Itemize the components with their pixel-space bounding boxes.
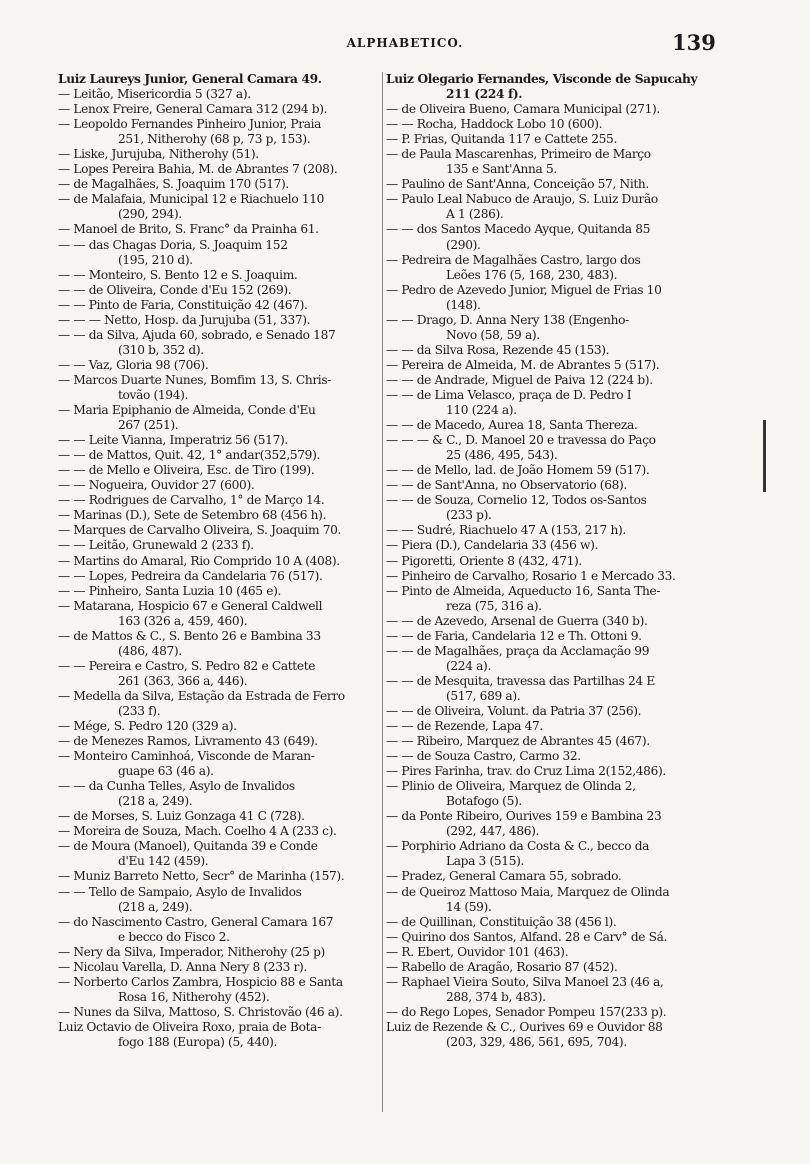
directory-entry [386, 674, 738, 704]
entry-continuation-line: (517, 689 a). [446, 688, 521, 703]
entry-line: — Raphael Vieira Souto, Silva Manoel 23 (46 a, [386, 974, 664, 989]
entry-line: — Lenox Freire, General Camara 312 (294 b). [58, 102, 328, 117]
entry-line: Luiz de Rezende & C., Ourives 69 e Ouvidor 88 [386, 1019, 663, 1034]
directory-entry [58, 298, 390, 313]
entry-line: — — de Macedo, Aurea 18, Santa Thereza. [386, 418, 638, 433]
directory-entry [58, 809, 390, 824]
column-divider [382, 72, 383, 1112]
entry-continuation-line: e becco do Fisco 2. [118, 929, 230, 944]
entry-line: — Lopes Pereira Bahia, M. de Abrantes 7 (208). [58, 162, 338, 177]
directory-entry [58, 102, 390, 117]
directory-entry [386, 779, 738, 809]
directory-entry [386, 538, 738, 553]
entry-line: Luiz Octavio de Oliveira Roxo, praia de Bota- [58, 1019, 321, 1034]
directory-entry [58, 975, 390, 1005]
directory-entry [58, 749, 390, 779]
entry-line: — — de Lima Velasco, praça de D. Pedro I [386, 387, 632, 402]
entry-line: — Liske, Jurujuba, Nitherohy (51). [58, 147, 259, 162]
directory-entry [58, 734, 390, 749]
directory-entry [386, 313, 738, 343]
directory-entry [386, 839, 738, 869]
directory-entry [386, 1005, 738, 1020]
entry-line: Luiz Laureys Junior, General Camara 49. [58, 72, 322, 86]
entry-line: — — Sudré, Riachuelo 47 A (153, 217 h). [386, 523, 626, 538]
entry-line: — P. Frias, Quitanda 117 e Cattete 255. [386, 132, 617, 147]
entry-continuation-line: Rosa 16, Nitherohy (452). [118, 989, 270, 1004]
entry-line: — Marinas (D.), Sete de Setembro 68 (456 h). [58, 508, 327, 523]
entry-line: — Pedreira de Magalhães Castro, largo dos [386, 252, 641, 267]
directory-entry [58, 87, 390, 102]
entry-continuation-line: 288, 374 b, 483). [446, 989, 546, 1004]
entry-line: — Manoel de Brito, S. Franc° da Prainha 61. [58, 222, 319, 237]
entry-line: — — Pinto de Faria, Constituição 42 (467). [58, 297, 308, 312]
directory-entry [58, 373, 390, 403]
entry-line: — Pereira de Almeida, M. de Abrantes 5 (517). [386, 357, 660, 372]
entry-continuation-line: 163 (326 a, 459, 460). [118, 613, 248, 628]
entry-continuation-line: 14 (59). [446, 899, 492, 914]
directory-entry [58, 433, 390, 448]
entry-line: — — Ribeiro, Marquez de Abrantes 45 (467). [386, 734, 650, 749]
directory-entry [58, 493, 390, 508]
entry-line: — — Rocha, Haddock Lobo 10 (600). [386, 117, 603, 132]
directory-entry [58, 869, 390, 884]
entry-line: — Pedro de Azevedo Junior, Miguel de Frias 10 [386, 282, 662, 297]
entry-line: — Monteiro Caminhoá, Visconde de Maran- [58, 749, 315, 764]
directory-entry [58, 885, 390, 915]
directory-entry [386, 749, 738, 764]
entry-line: — Pinheiro de Carvalho, Rosario 1 e Mercado 33. [386, 568, 676, 583]
directory-entry [58, 478, 390, 493]
running-title: ALPHABETICO. [346, 36, 464, 50]
directory-entry [386, 809, 738, 839]
entry-line: — — de Mello, lad. de João Homem 59 (517). [386, 463, 650, 478]
directory-entry [58, 72, 390, 87]
entry-line: — Maria Epiphanio de Almeida, Conde d'Eu [58, 403, 316, 418]
directory-entry [58, 192, 390, 222]
entry-line: — Piera (D.), Candelaria 33 (456 w). [386, 538, 599, 553]
entry-line: — — Rodrigues de Carvalho, 1° de Março 14. [58, 493, 325, 508]
entry-line: — do Rego Lopes, Senador Pompeu 157(233 p). [386, 1004, 667, 1019]
directory-entry [58, 238, 390, 268]
directory-entry [386, 147, 738, 177]
entry-line: — R. Ebert, Ouvidor 101 (463). [386, 944, 569, 959]
directory-entry [58, 508, 390, 523]
directory-entry [58, 945, 390, 960]
left-column [58, 72, 390, 1050]
directory-entry [58, 162, 390, 177]
directory-entry [386, 478, 738, 493]
directory-entry [386, 945, 738, 960]
directory-entry [386, 584, 738, 614]
directory-entry [386, 764, 738, 779]
entry-line: — Marques de Carvalho Oliveira, S. Joaquim 70. [58, 523, 342, 538]
entry-line: — Mége, S. Pedro 120 (329 a). [58, 719, 237, 734]
entry-line: — Porphirio Adriano da Costa & C., becco da [386, 839, 650, 854]
entry-line: — Moreira de Souza, Mach. Coelho 4 A (233 c). [58, 824, 337, 839]
entry-line: — de Queiroz Mattoso Maia, Marquez de Olinda [386, 884, 670, 899]
directory-entry [386, 132, 738, 147]
entry-continuation-line: (290). [446, 237, 481, 252]
directory-entry [386, 915, 738, 930]
entry-line: — — Pinheiro, Santa Luzia 10 (465 e). [58, 583, 282, 598]
directory-entry [58, 403, 390, 433]
directory-entry [386, 614, 738, 629]
entry-line: — — das Chagas Doria, S. Joaquim 152 [58, 237, 288, 252]
directory-entry [58, 147, 390, 162]
entry-continuation-line: tovão (194). [118, 387, 189, 402]
directory-entry [386, 719, 738, 734]
entry-line: — — de Magalhães, praça da Acclamação 99 [386, 643, 650, 658]
entry-line: — de Oliveira Bueno, Camara Municipal (271). [386, 102, 660, 117]
entry-line: — Medella da Silva, Estação da Estrada de Ferro [58, 688, 345, 703]
directory-entry [386, 734, 738, 749]
entry-line: — — da Silva, Ajuda 60, sobrado, e Senado 187 [58, 327, 336, 342]
entry-line: — do Nascimento Castro, General Camara 167 [58, 914, 334, 929]
entry-line: — de Mattos & C., S. Bento 26 e Bambina 33 [58, 628, 321, 643]
entry-continuation-line: reza (75, 316 a). [446, 598, 542, 613]
entry-line: — Pinto de Almeida, Aqueducto 16, Santa The- [386, 583, 661, 598]
directory-entry [58, 1005, 390, 1020]
entry-line: — Leopoldo Fernandes Pinheiro Junior, Praia [58, 117, 322, 132]
entry-continuation-line: 267 (251). [118, 418, 179, 433]
entry-continuation-line: (148). [446, 297, 481, 312]
directory-entry [386, 343, 738, 358]
entry-line: — — de Souza Castro, Carmo 32. [386, 749, 581, 764]
directory-entry [58, 569, 390, 584]
directory-entry [386, 975, 738, 1005]
entry-continuation-line: d'Eu 142 (459). [118, 854, 209, 869]
entry-line: — — de Oliveira, Conde d'Eu 152 (269). [58, 282, 292, 297]
directory-entry [386, 629, 738, 644]
entry-line: — — dos Santos Macedo Ayque, Quitanda 85 [386, 222, 651, 237]
directory-entry [58, 629, 390, 659]
entry-line: — Pires Farinha, trav. do Cruz Lima 2(152,486). [386, 764, 666, 779]
entry-line: — Paulo Leal Nabuco de Araujo, S. Luiz Durão [386, 192, 658, 207]
directory-entry [386, 72, 738, 102]
directory-entry [58, 117, 390, 147]
directory-entry [58, 268, 390, 283]
page-number: 139 [672, 30, 716, 55]
entry-line: — — Drago, D. Anna Nery 138 (Engenho- [386, 312, 629, 327]
directory-entry [386, 222, 738, 252]
entry-continuation-line: (218 a, 249). [118, 899, 193, 914]
page-header [0, 30, 810, 60]
directory-entry [58, 523, 390, 538]
entry-line: — de Magalhães, S. Joaquim 170 (517). [58, 177, 289, 192]
entry-continuation-line: Lapa 3 (515). [446, 854, 525, 869]
directory-entry [58, 824, 390, 839]
directory-entry [386, 433, 738, 463]
entry-line: — — Lopes, Pedreira da Candelaria 76 (517). [58, 568, 323, 583]
entry-line: — Pradez, General Camara 55, sobrado. [386, 869, 622, 884]
directory-entry [386, 493, 738, 523]
entry-continuation-line: (218 a, 249). [118, 794, 193, 809]
entry-line: — Nery da Silva, Imperador, Nitherohy (25 p) [58, 944, 325, 959]
entry-line: — Quirino dos Santos, Alfand. 28 e Carv° de Sá. [386, 929, 668, 944]
entry-line: — de Quillinan, Constituição 38 (456 l). [386, 914, 617, 929]
directory-entry [58, 328, 390, 358]
directory-entry [58, 584, 390, 599]
entry-line: — — de Andrade, Miguel de Paiva 12 (224 b). [386, 372, 653, 387]
entry-line: — — de Oliveira, Volunt. da Patria 37 (256). [386, 703, 642, 718]
directory-entry [58, 599, 390, 629]
entry-continuation-line: (203, 329, 486, 561, 695, 704). [446, 1035, 627, 1049]
entry-continuation-line: (292, 447, 486). [446, 824, 540, 839]
entry-continuation-line: (310 b, 352 d). [118, 342, 204, 357]
entry-continuation-line: 261 (363, 366 a, 446). [118, 673, 248, 688]
entry-line: — — — Netto, Hosp. da Jurujuba (51, 337). [58, 312, 311, 327]
entry-continuation-line: 211 (224 f). [446, 87, 523, 102]
entry-continuation-line: fogo 188 (Europa) (5, 440). [118, 1035, 278, 1049]
directory-entry [386, 1020, 738, 1050]
entry-continuation-line: guape 63 (46 a). [118, 764, 214, 779]
entry-line: — de Paula Mascarenhas, Primeiro de Março [386, 147, 651, 162]
directory-entry [386, 388, 738, 418]
directory-entry [58, 448, 390, 463]
entry-continuation-line: (486, 487). [118, 643, 182, 658]
entry-line: — — de Souza, Cornelio 12, Todos os-Santos [386, 493, 647, 508]
directory-entry [386, 869, 738, 884]
entry-continuation-line: (290, 294). [118, 207, 182, 222]
entry-line: — Paulino de Sant'Anna, Conceição 57, Nith. [386, 177, 649, 192]
directory-entry [58, 463, 390, 478]
entry-line: — de Malafaia, Municipal 12 e Riachuelo 110 [58, 192, 325, 207]
directory-entry [386, 930, 738, 945]
directory-entry [386, 253, 738, 283]
entry-line: — — Tello de Sampaio, Asylo de Invalidos [58, 884, 302, 899]
entry-line: — — Leitão, Grunewald 2 (233 f). [58, 538, 254, 553]
directory-entry [386, 177, 738, 192]
directory-entry [58, 659, 390, 689]
entry-line: — Plinio de Oliveira, Marquez de Olinda 2, [386, 779, 636, 794]
entry-line: — Norberto Carlos Zambra, Hospicio 88 e Santa [58, 974, 343, 989]
entry-line: — — Pereira e Castro, S. Pedro 82 e Cattete [58, 658, 316, 673]
entry-line: — Martins do Amaral, Rio Comprido 10 A (408). [58, 553, 340, 568]
entry-continuation-line: (233 p). [446, 508, 492, 523]
directory-entry [58, 689, 390, 719]
entry-continuation-line: (233 f). [118, 703, 161, 718]
entry-continuation-line: (224 a). [446, 658, 491, 673]
entry-continuation-line: 135 e Sant'Anna 5. [446, 162, 557, 177]
directory-entry [386, 358, 738, 373]
directory-entry [58, 719, 390, 734]
entry-line: Luiz Olegario Fernandes, Visconde de Sapucahy [386, 72, 698, 86]
directory-entry [386, 885, 738, 915]
entry-continuation-line: Novo (58, 59 a). [446, 327, 540, 342]
entry-line: — Rabello de Aragão, Rosario 87 (452). [386, 959, 618, 974]
entry-line: — da Ponte Ribeiro, Ourives 159 e Bambina 23 [386, 809, 662, 824]
entry-line: — — Vaz, Gloria 98 (706). [58, 357, 209, 372]
entry-line: — Leitão, Misericordia 5 (327 a). [58, 87, 251, 102]
directory-entry [386, 569, 738, 584]
entry-line: — de Moura (Manoel), Quitanda 39 e Conde [58, 839, 318, 854]
entry-line: — — de Rezende, Lapa 47. [386, 719, 543, 734]
margin-ink-mark [763, 420, 766, 492]
directory-entry [58, 222, 390, 237]
entry-line: — de Morses, S. Luiz Gonzaga 41 C (728). [58, 809, 305, 824]
directory-entry [58, 177, 390, 192]
entry-continuation-line: A 1 (286). [446, 207, 504, 222]
directory-entry [58, 554, 390, 569]
directory-entry [58, 960, 390, 975]
entry-continuation-line: 110 (224 a). [446, 403, 517, 418]
entry-line: — — Monteiro, S. Bento 12 e S. Joaquim. [58, 267, 298, 282]
entry-line: — Nunes da Silva, Mattoso, S. Christovão (46 a). [58, 1004, 343, 1019]
directory-entry [58, 839, 390, 869]
directory-entry [58, 358, 390, 373]
entry-line: — Pigoretti, Oriente 8 (432, 471). [386, 553, 582, 568]
entry-line: — Matarana, Hospicio 67 e General Caldwell [58, 598, 323, 613]
directory-entry [58, 313, 390, 328]
entry-line: — — Nogueira, Ouvidor 27 (600). [58, 478, 255, 493]
directory-entry [386, 704, 738, 719]
directory-entry [58, 779, 390, 809]
entry-continuation-line: (195, 210 d). [118, 252, 193, 267]
entry-continuation-line: 251, Nitherohy (68 p, 73 p, 153). [118, 132, 311, 147]
entry-line: — Muniz Barreto Netto, Secr° de Marinha (157). [58, 869, 345, 884]
directory-entry [58, 538, 390, 553]
entry-continuation-line: 25 (486, 495, 543). [446, 448, 558, 463]
directory-entry [386, 463, 738, 478]
entry-line: — — de Sant'Anna, no Observatorio (68). [386, 478, 627, 493]
entry-line: — — da Cunha Telles, Asylo de Invalidos [58, 779, 295, 794]
directory-entry [386, 960, 738, 975]
entry-line: — — Leite Vianna, Imperatriz 56 (517). [58, 433, 288, 448]
entry-line: — — de Mattos, Quit. 42, 1° andar(352,579). [58, 448, 320, 463]
directory-entry [386, 554, 738, 569]
entry-line: — Marcos Duarte Nunes, Bomfim 13, S. Chris- [58, 372, 332, 387]
directory-entry [386, 418, 738, 433]
directory-entry [386, 192, 738, 222]
directory-entry [58, 283, 390, 298]
directory-entry [386, 102, 738, 117]
directory-entry [58, 1020, 390, 1050]
right-column [386, 72, 738, 1050]
directory-entry [58, 915, 390, 945]
entry-line: — Nicolau Varella, D. Anna Nery 8 (233 r). [58, 959, 307, 974]
entry-line: — de Menezes Ramos, Livramento 43 (649). [58, 734, 318, 749]
entry-line: — — de Mesquita, travessa das Partilhas 24 E [386, 673, 655, 688]
directory-entry [386, 644, 738, 674]
entry-line: — — de Faria, Candelaria 12 e Th. Ottoni 9. [386, 628, 642, 643]
entry-line: — — — & C., D. Manoel 20 e travessa do Paço [386, 433, 656, 448]
entry-line: — — de Azevedo, Arsenal de Guerra (340 b). [386, 613, 648, 628]
directory-entry [386, 117, 738, 132]
entry-line: — — de Mello e Oliveira, Esc. de Tiro (199). [58, 463, 315, 478]
entry-continuation-line: Botafogo (5). [446, 794, 522, 809]
directory-entry [386, 283, 738, 313]
directory-entry [386, 523, 738, 538]
directory-entry [386, 373, 738, 388]
entry-continuation-line: Leões 176 (5, 168, 230, 483). [446, 267, 618, 282]
entry-line: — — da Silva Rosa, Rezende 45 (153). [386, 342, 610, 357]
